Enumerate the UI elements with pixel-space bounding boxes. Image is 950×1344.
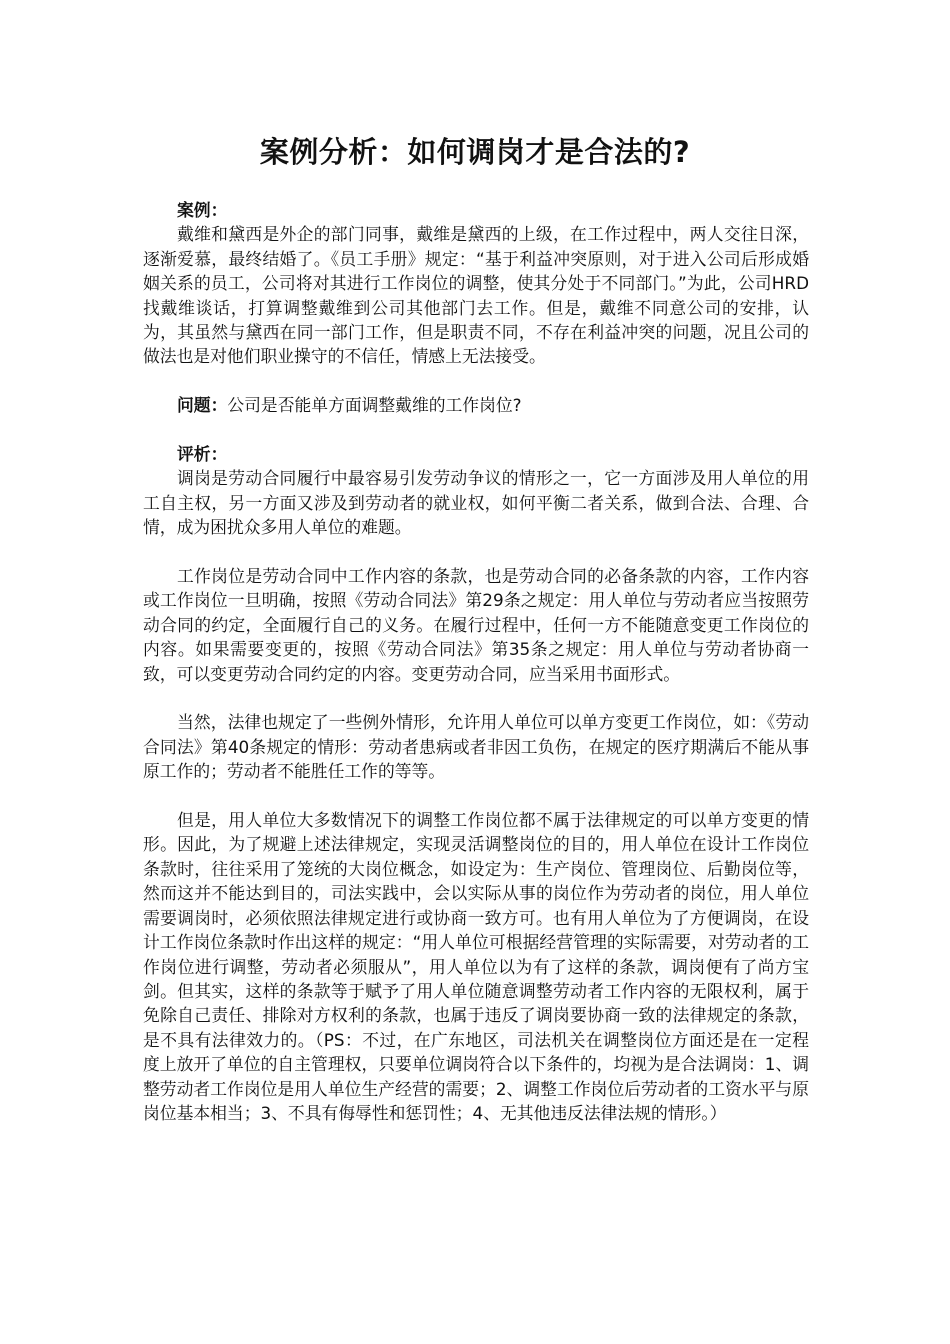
question-text: 公司是否能单方面调整戴维的工作岗位?	[227, 395, 522, 416]
analysis-paragraph-4: 但是，用人单位大多数情况下的调整工作岗位都不属于法律规定的可以单方变更的情形。因此，为了规避上述法律规定，实现灵活调整岗位的目的，用人单位在设计工作岗位条款时，往往采用了笼统的大岗位概念，如设定为：生产岗位、管理岗位、后勤岗位等，然而这并不能达到目的，司法实践中，会以实际从事的岗位作为劳动者的岗位，用人单位需要调岗时，必须依照法律规定进行或协商一致方可。也有用人单位为了方便调岗，在设计工作岗位条款时作出这样的规定：“用人单位可根据经营管理的实际需要，对劳动者的工作岗位进行调整，劳动者必须服从”，用人单位以为有了这样的条款，调岗便有了尚方宝剑。但其实，这样的条款等于赋予了用人单位随意调整劳动者工作内容的无限权利，属于免除自己责任、排除对方权利的条款，也属于违反了调岗要协商一致的法律规定的条款，是不具有法律效力的。（PS：不过，在广东地区，司法机关在调整岗位方面还是在一定程度上放开了单位的自主管理权，只要单位调岗符合以下条件的，均视为是合法调岗：1、调整劳动者工作岗位是用人单位生产经营的需要；2、调整工作岗位后劳动者的工资水平与原岗位基本相当；3、不具有侮辱性和惩罚性；4、无其他违反法律法规的情形。）	[143, 810, 809, 1123]
spacer	[143, 540, 809, 564]
case-label: 案例：	[177, 200, 228, 220]
document-title: 案例分析：如何调岗才是合法的?	[259, 135, 691, 169]
analysis-paragraph-1: 调岗是劳动合同履行中最容易引发劳动争议的情形之一，它一方面涉及用人单位的用工自主权，另一方面又涉及到劳动者的就业权，如何平衡二者关系，做到合法、合理、合情，成为困扰众多用人单位的难题。	[143, 468, 809, 538]
question-label: 问题：	[177, 395, 228, 416]
case-label-line	[143, 198, 809, 222]
question-line	[143, 393, 809, 417]
case-paragraph: 戴维和黛西是外企的部门同事，戴维是黛西的上级，在工作过程中，两人交往日深，逐渐爱慕，最终结婚了。《员工手册》规定：“基于利益冲突原则，对于进入公司后形成婚姻关系的员工，公司将对其进行工作岗位的调整，使其分处于不同部门。”为此，公司HRD找戴维谈话，打算调整戴维到公司其他部门去工作。但是，戴维不同意公司的安排，认为，其虽然与黛西在同一部门工作，但是职责不同，不存在利益冲突的问题，况且公司的做法也是对他们职业操守的不信任，情感上无法接受。	[143, 224, 809, 367]
spacer	[143, 784, 809, 808]
analysis-paragraph-3: 当然，法律也规定了一些例外情形，允许用人单位可以单方变更工作岗位，如：《劳动合同法》第40条规定的情形：劳动者患病或者非因工负伤，在规定的医疗期满后不能从事原工作的；劳动者不能胜任工作的等等。	[143, 712, 809, 782]
analysis-label: 评析：	[177, 444, 228, 465]
document-body	[143, 198, 809, 1125]
analysis-label-line	[143, 442, 809, 466]
spacer	[143, 418, 809, 442]
spacer	[143, 686, 809, 710]
spacer	[143, 369, 809, 393]
analysis-paragraph-2: 工作岗位是劳动合同中工作内容的条款，也是劳动合同的必备条款的内容，工作内容或工作岗位一旦明确，按照《劳动合同法》第29条之规定：用人单位与劳动者应当按照劳动合同的约定，全面履行自己的义务。在履行过程中，任何一方不能随意变更工作岗位的内容。如果需要变更的，按照《劳动合同法》第35条之规定：用人单位与劳动者协商一致，可以变更劳动合同约定的内容。变更劳动合同，应当采用书面形式。	[143, 566, 809, 684]
